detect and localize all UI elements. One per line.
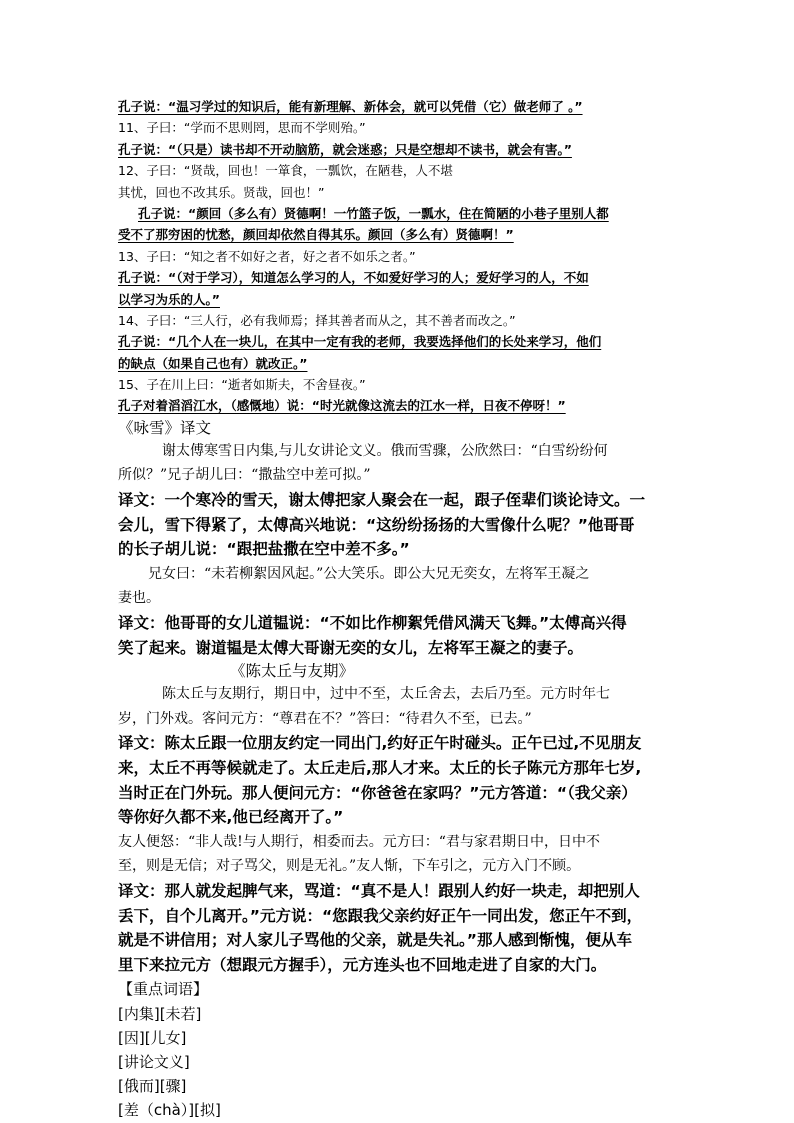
lunyu-translation-line: 孔子说：“温习学过的知识后，能有新理解、新体会，就可以凭借（它）做老师了 。” xyxy=(118,99,583,114)
translation-line: 里下来拉元方（想跟元方握手），元方连头也不回地走进了自家的大门。 xyxy=(118,955,607,974)
lunyu-section xyxy=(118,96,678,417)
lunyu-translation-line: 的缺点（如果自己也有）就改正。” xyxy=(118,355,308,371)
vocab-item: [差（chà）][拟] xyxy=(118,1101,221,1120)
lunyu-translation-line: 受不了那穷困的忧愁，颜回却依然自得其乐。颜回（多么有）贤德啊！” xyxy=(118,227,514,243)
classical-text-line: 友人便怒：“非人哉!与人期行，相委而去。元方曰：“君与家君期日中，日中不 xyxy=(118,833,600,850)
vocab-item: [内集][未若] xyxy=(118,1004,202,1023)
vocab-section xyxy=(118,977,678,1122)
translation-line: 丢下，自个儿离开。”元方说：“您跟我父亲约好正午一同出发，您正午不到， xyxy=(118,906,643,925)
translation-line: 译文：一个寒冷的雪天，谢太傅把家人聚会在一起，跟子侄辈们谈论诗文。一 xyxy=(118,491,646,510)
translation-line: 等你好久都不来,他已经离开了。” xyxy=(118,808,344,827)
translation-line: 译文：他哥哥的女儿道韫说：“不如比作柳絮凭借风满天飞舞。”太傅高兴得 xyxy=(118,614,627,633)
chentaiqiu-section xyxy=(118,660,678,977)
section-title: 《咏雪》译文 xyxy=(118,418,212,437)
translation-line: 译文：陈太丘跟一位朋友约定一同出门,约好正午时碰头。正午已过,不见朋友 xyxy=(118,734,642,753)
lunyu-translation-line: 孔子说：“（只是）读书却不开动脑筋，就会迷惑；只是空想却不读书，就会有害。” xyxy=(118,141,572,157)
classical-text-line: 岁，门外戏。客问元方：“尊君在不？”答曰：“待君久不至，已去。” xyxy=(118,710,532,727)
lunyu-source-line: 12、子曰：“贤哉，回也！一箪食，一瓢饮，在陋巷，人不堪 xyxy=(118,163,453,179)
vocab-header: 【重点词语】 xyxy=(118,980,209,999)
classical-text-line: 兄女曰：“未若柳絮因风起。”公大笑乐。即公大兄无奕女，左将军王凝之 xyxy=(148,565,590,582)
vocab-item: [讲论文义] xyxy=(118,1052,190,1071)
section-title: 《陈太丘与友期》 xyxy=(230,662,355,681)
lunyu-source-line: 14、子曰：“三人行，必有我师焉；择其善者而从之，其不善者而改之。” xyxy=(118,312,516,328)
lunyu-translation-line: 孔子说：“几个人在一块儿，在其中一定有我的老师，我要选择他们的长处来学习，他们 xyxy=(118,334,602,350)
yongxue-section xyxy=(118,417,678,660)
vocab-item: [因][儿女] xyxy=(118,1028,187,1047)
translation-line: 当时正在门外玩。那人便问元方：“你爸爸在家吗？”元方答道：“（我父亲） xyxy=(118,783,637,802)
classical-text-line: 所似？”兄子胡儿曰：“撒盐空中差可拟。” xyxy=(118,467,371,484)
translation-line: 的长子胡儿说：“跟把盐撒在空中差不多。” xyxy=(118,540,410,559)
translation-line: 来，太丘不再等候就走了。太丘走后,那人才来。太丘的长子陈元方那年七岁, xyxy=(118,758,642,777)
lunyu-translation-line: 孔子说：“（对于学习），知道怎么学习的人，不如爱好学习的人；爱好学习的人，不如 xyxy=(118,270,589,286)
lunyu-source-line: 其忧，回也不改其乐。贤哉，回也！” xyxy=(118,184,325,200)
translation-line: 笑了起来。谢道韫是太傅大哥谢无奕的女儿，左将军王凝之的妻子。 xyxy=(118,638,584,657)
lunyu-source-line: 13、子曰：“知之者不如好之者，好之者不如乐之者。” xyxy=(118,248,416,264)
classical-text-line: 妻也。 xyxy=(118,590,160,607)
lunyu-source-line: 11、子曰：“学而不思则罔，思而不学则殆。” xyxy=(118,120,366,136)
vocab-item: [俄而][骤] xyxy=(118,1077,187,1096)
translation-line: 就是不讲信用；对人家儿子骂他的父亲，就是失礼。”那人感到惭愧，便从车 xyxy=(118,931,632,950)
document-page xyxy=(118,96,678,1122)
lunyu-translation-line: 孔子说：“颜回（多么有）贤德啊！一竹篮子饭，一瓢水，住在简陋的小巷子里别人都 xyxy=(138,205,609,221)
lunyu-translation-line: 孔子对着滔滔江水，（感慨地）说：“时光就像这流去的江水一样，日夜不停呀！” xyxy=(118,398,566,414)
lunyu-translation-line: 以学习为乐的人。” xyxy=(118,291,220,307)
classical-text-line: 至，则是无信；对子骂父，则是无礼。”友人惭，下车引之，元方入门不顾。 xyxy=(118,858,581,875)
lunyu-source-line: 15、子在川上曰：“逝者如斯夫，不舍昼夜。” xyxy=(118,377,366,393)
translation-line: 会儿，雪下得紧了，太傅高兴地说：“这纷纷扬扬的大雪像什么呢？”他哥哥 xyxy=(118,515,635,534)
classical-text-line: 陈太丘与友期行，期日中，过中不至，太丘舍去，去后乃至。元方时年七 xyxy=(162,686,610,703)
translation-line: 译文：那人就发起脾气来，骂道：“真不是人！跟别人约好一块走，却把别人 xyxy=(118,881,640,900)
classical-text-line: 谢太傅寒雪日内集,与儿女讲论文义。俄而雪骤，公欣然曰：“白雪纷纷何 xyxy=(162,442,608,459)
